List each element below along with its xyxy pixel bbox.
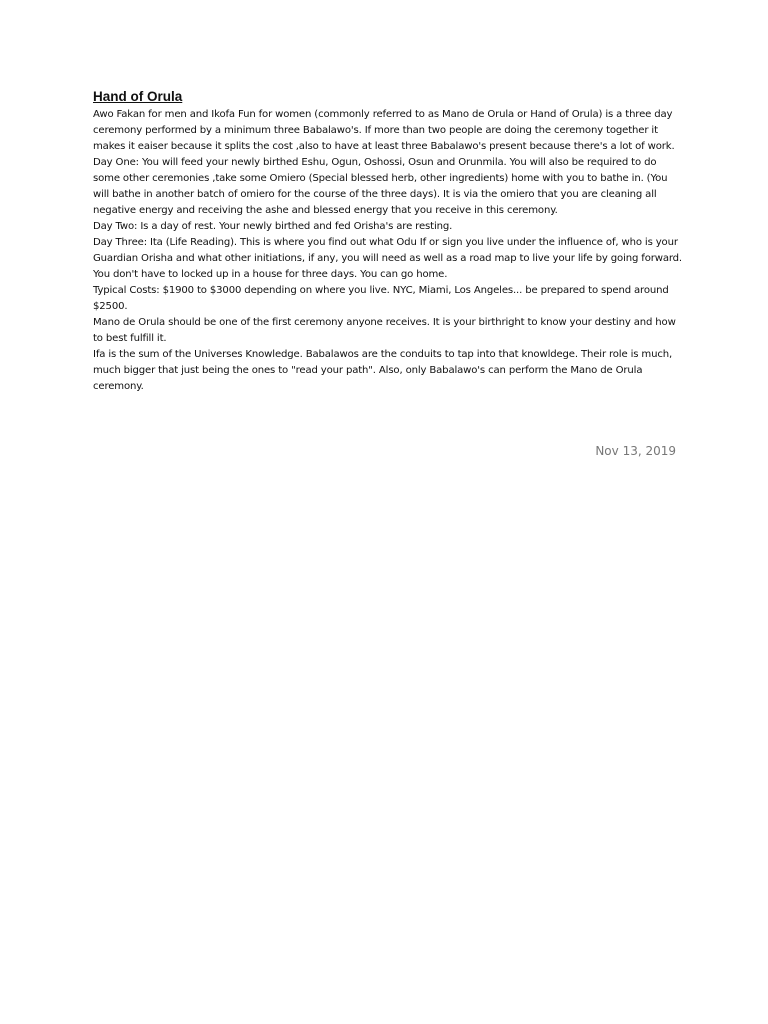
paragraph-go-home: You don't have to locked up in a house for three days. You can go home.	[93, 269, 448, 280]
document-title: Hand of Orula	[93, 89, 183, 104]
document-body	[93, 88, 685, 458]
paragraph-typical-costs: Typical Costs: $1900 to $3000 depending on where you live. NYC, Miami, Los Angeles... be prepared to spend around $2500.	[93, 285, 669, 312]
paragraph-day-three: Day Three: Ita (Life Reading). This is where you find out what Odu If or sign you live under the influence of, who is your Guardian Orisha and what other initiations, if any, you will need as well as a road map to live your life by going forward.	[93, 237, 682, 264]
document-date: Nov 13, 2019	[595, 444, 676, 458]
paragraph-day-two: Day Two: Is a day of rest. Your newly birthed and fed Orisha's are resting.	[93, 221, 453, 232]
paragraph-ifa: Ifa is the sum of the Universes Knowledge. Babalawos are the conduits to tap into that knowldege. Their role is much, much bigger that just being the ones to "read your path". Also, only Babalawo's can perform the Mano de Orula ceremony.	[93, 349, 673, 392]
paragraph-intro: Awo Fakan for men and Ikofa Fun for women (commonly referred to as Mano de Orula or Hand of Orula) is a three day ceremony performed by a minimum three Babalawo's. If more than two people are doing the ceremony together it makes it eaiser because it splits the cost ,also to have at least three Babalawo's present because there's a lot of work.	[93, 109, 675, 152]
paragraph-first-ceremony: Mano de Orula should be one of the first ceremony anyone receives. It is your birthright to know your destiny and how to best fulfill it.	[93, 317, 676, 344]
paragraph-day-one: Day One: You will feed your newly birthed Eshu, Ogun, Oshossi, Osun and Orunmila. You will also be required to do some other ceremonies ,take some Omiero (Special blessed herb, other ingredients) home with you to bathe in. (You will bathe in another batch of omiero for the course of the three days). It is via the omiero that you are cleaning all negative energy and receiving the ashe and blessed energy that you receive in this ceremony.	[93, 157, 668, 216]
